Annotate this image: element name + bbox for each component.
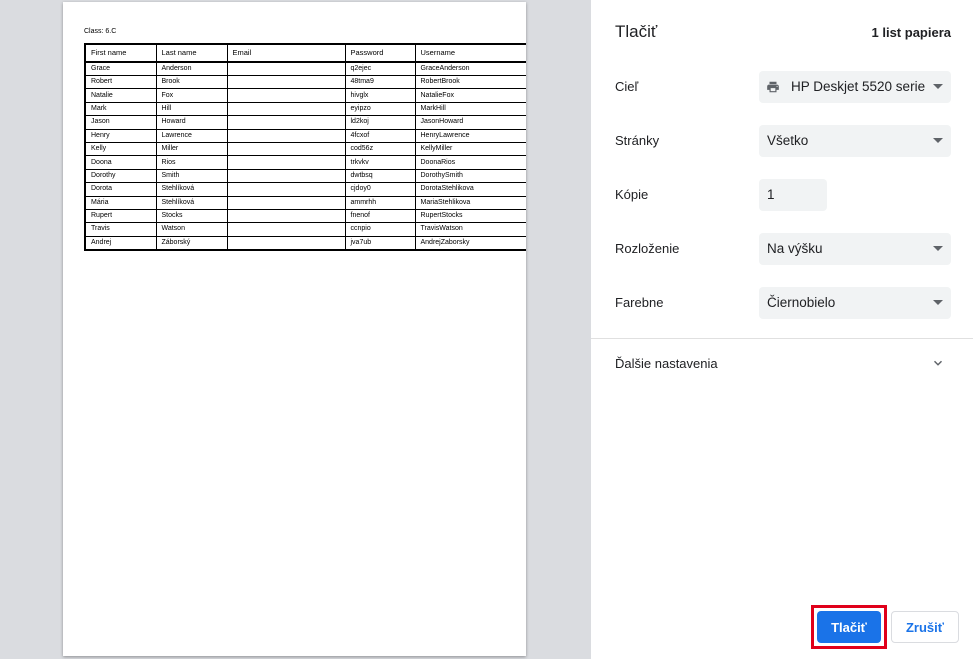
more-settings-toggle[interactable]: Ďalšie nastavenia	[615, 356, 718, 371]
table-cell: DorothySmith	[415, 169, 526, 182]
print-button[interactable]: Tlačiť	[817, 611, 881, 643]
table-cell	[227, 116, 345, 129]
table-cell: TravisWatson	[415, 223, 526, 236]
pages-select[interactable]	[759, 125, 951, 157]
table-cell: Robert	[85, 76, 156, 89]
column-header: Last name	[156, 44, 227, 62]
column-header: Email	[227, 44, 345, 62]
table-cell	[227, 102, 345, 115]
divider	[591, 338, 973, 339]
table-cell: dwtbsq	[345, 169, 415, 182]
copies-value: 1	[767, 187, 775, 202]
table-cell: eyipzo	[345, 102, 415, 115]
table-cell	[227, 89, 345, 102]
table-cell: AndrejZaborsky	[415, 236, 526, 250]
table-cell: Travis	[85, 223, 156, 236]
table-cell: DorotaStehlikova	[415, 183, 526, 196]
table-cell	[227, 156, 345, 169]
cancel-button[interactable]: Zrušiť	[891, 611, 959, 643]
destination-select[interactable]	[759, 71, 951, 103]
table-row	[85, 142, 526, 155]
table-cell	[227, 236, 345, 250]
table-cell: Miller	[156, 142, 227, 155]
table-cell: ld2koj	[345, 116, 415, 129]
printer-icon	[765, 80, 781, 94]
table-cell: Záborský	[156, 236, 227, 250]
table-cell: Grace	[85, 62, 156, 76]
table-row	[85, 62, 526, 76]
table-cell: Anderson	[156, 62, 227, 76]
table-cell	[227, 129, 345, 142]
table-row	[85, 102, 526, 115]
table-cell: Natalie	[85, 89, 156, 102]
table-row	[85, 76, 526, 89]
column-header: Username	[415, 44, 526, 62]
pages-label: Stránky	[615, 133, 660, 148]
table-cell: MariaStehlikova	[415, 196, 526, 209]
table-cell: Hill	[156, 102, 227, 115]
class-label: Class: 6.C	[84, 28, 117, 35]
print-settings-panel	[591, 0, 973, 659]
table-cell: trkvkv	[345, 156, 415, 169]
destination-label: Cieľ	[615, 79, 639, 94]
table-cell: Jason	[85, 116, 156, 129]
table-cell: Mark	[85, 102, 156, 115]
table-cell: ammrhh	[345, 196, 415, 209]
table-cell: 4fcxof	[345, 129, 415, 142]
table-cell: Stehlíková	[156, 196, 227, 209]
table-cell: Stehlíková	[156, 183, 227, 196]
chevron-down-icon[interactable]	[931, 356, 945, 370]
table-body	[85, 62, 526, 250]
table-row	[85, 129, 526, 142]
table-cell: jva7ub	[345, 236, 415, 250]
table-cell	[227, 209, 345, 222]
table-cell: Watson	[156, 223, 227, 236]
dropdown-arrow-icon	[933, 300, 943, 305]
table-row	[85, 89, 526, 102]
table-row	[85, 169, 526, 182]
table-cell: 48tma9	[345, 76, 415, 89]
table-row	[85, 236, 526, 250]
table-row	[85, 196, 526, 209]
table-cell	[227, 169, 345, 182]
dropdown-arrow-icon	[933, 246, 943, 251]
table-cell: hivglx	[345, 89, 415, 102]
color-label: Farebne	[615, 295, 664, 310]
table-header-row	[85, 44, 526, 62]
table-cell: q2ejec	[345, 62, 415, 76]
table-cell: MarkHill	[415, 102, 526, 115]
table-cell: Kelly	[85, 142, 156, 155]
color-select[interactable]	[759, 287, 951, 319]
table-row	[85, 183, 526, 196]
table-cell: Rupert	[85, 209, 156, 222]
table-cell: Howard	[156, 116, 227, 129]
table-cell: NatalieFox	[415, 89, 526, 102]
table-cell: Stocks	[156, 209, 227, 222]
layout-value: Na výšku	[767, 241, 823, 256]
table-cell: Brook	[156, 76, 227, 89]
table-cell: cod56z	[345, 142, 415, 155]
table-cell: RobertBrook	[415, 76, 526, 89]
panel-title: Tlačiť	[615, 22, 658, 41]
table-row	[85, 156, 526, 169]
table-cell: cjdoy0	[345, 183, 415, 196]
table-cell: JasonHoward	[415, 116, 526, 129]
student-table	[84, 43, 526, 251]
pages-value: Všetko	[767, 133, 809, 148]
dropdown-arrow-icon	[933, 84, 943, 89]
table-cell: Andrej	[85, 236, 156, 250]
column-header: First name	[85, 44, 156, 62]
destination-value: HP Deskjet 5520 serie	[791, 79, 926, 94]
table-cell: Lawrence	[156, 129, 227, 142]
table-cell: GraceAnderson	[415, 62, 526, 76]
table-cell: HenryLawrence	[415, 129, 526, 142]
layout-label: Rozloženie	[615, 241, 680, 256]
table-cell	[227, 183, 345, 196]
table-cell: Smith	[156, 169, 227, 182]
dropdown-arrow-icon	[933, 138, 943, 143]
table-cell: Mária	[85, 196, 156, 209]
table-cell: KellyMiller	[415, 142, 526, 155]
table-row	[85, 223, 526, 236]
table-row	[85, 209, 526, 222]
layout-select[interactable]	[759, 233, 951, 265]
table-cell: RupertStocks	[415, 209, 526, 222]
table-cell: DoonaRios	[415, 156, 526, 169]
table-cell: Doona	[85, 156, 156, 169]
table-cell	[227, 62, 345, 76]
sheet-count: 1 list papiera	[871, 25, 951, 40]
color-value: Čiernobielo	[767, 295, 836, 310]
table-cell: Fox	[156, 89, 227, 102]
table-cell: Henry	[85, 129, 156, 142]
column-header: Password	[345, 44, 415, 62]
table-cell: ccnpio	[345, 223, 415, 236]
table-cell	[227, 76, 345, 89]
table-cell	[227, 196, 345, 209]
table-cell: Rios	[156, 156, 227, 169]
copies-label: Kópie	[615, 187, 649, 202]
copies-input[interactable]	[759, 179, 827, 211]
table-cell: fnenof	[345, 209, 415, 222]
table-row	[85, 116, 526, 129]
table-cell	[227, 142, 345, 155]
table-cell: Dorothy	[85, 169, 156, 182]
table-cell	[227, 223, 345, 236]
preview-page	[63, 2, 526, 656]
table-cell: Dorota	[85, 183, 156, 196]
